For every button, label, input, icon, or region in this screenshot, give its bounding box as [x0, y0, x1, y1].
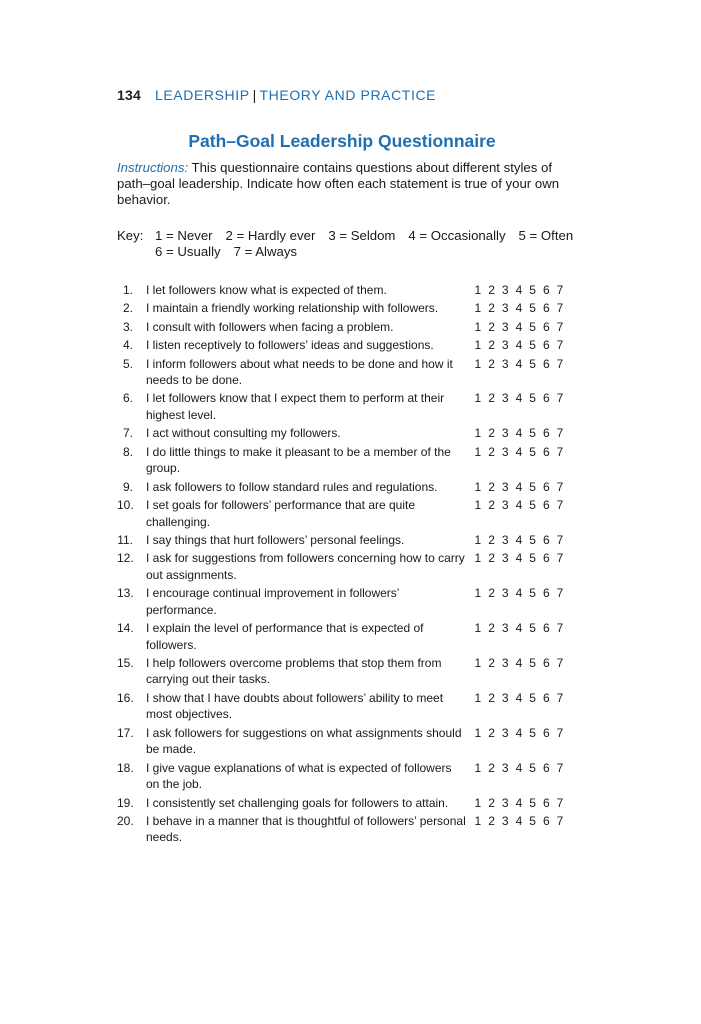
list-item	[117, 585, 572, 618]
instructions	[117, 160, 569, 208]
rating-option[interactable]: 2	[488, 498, 495, 513]
rating-option[interactable]: 4	[515, 338, 523, 353]
rating-option[interactable]: 5	[529, 532, 536, 547]
rating-option[interactable]: 3	[501, 813, 509, 828]
list-item	[117, 760, 572, 793]
rating-scale	[471, 390, 567, 423]
rating-option[interactable]: 5	[529, 813, 536, 828]
rating-option[interactable]: 1	[474, 551, 482, 566]
rating-scale	[471, 356, 567, 389]
rating-option[interactable]: 4	[515, 655, 523, 670]
rating-option[interactable]: 3	[501, 551, 509, 566]
rating-option[interactable]: 3	[501, 479, 509, 494]
rating-option[interactable]: 3	[501, 391, 509, 406]
rating-option[interactable]: 2	[488, 426, 495, 441]
rating-option[interactable]: 4	[515, 621, 523, 636]
rating-option[interactable]: 3	[501, 655, 509, 670]
list-item	[117, 390, 572, 423]
rating-option[interactable]: 4	[515, 813, 523, 828]
rating-option[interactable]: 3	[501, 498, 509, 513]
item-number: 12.	[117, 551, 134, 566]
item-statement: I do little things to make it pleasant to be a member of the group.	[146, 444, 451, 476]
item-number: 16.	[117, 690, 134, 705]
rating-option[interactable]: 6	[542, 760, 550, 775]
rating-option[interactable]: 1	[474, 725, 482, 740]
rating-option[interactable]: 2	[488, 444, 495, 459]
rating-scale	[471, 813, 567, 846]
rating-option[interactable]: 5	[529, 391, 536, 406]
rating-option[interactable]: 6	[542, 391, 550, 406]
rating-option[interactable]: 1	[474, 319, 482, 334]
item-statement: I act without consulting my followers.	[146, 426, 341, 441]
rating-option[interactable]: 6	[542, 551, 550, 566]
item-number: 18.	[117, 760, 134, 775]
book-title: LEADERSHIP	[154, 87, 250, 103]
item-number: 15.	[117, 655, 134, 670]
rating-option[interactable]: 5	[529, 444, 536, 459]
rating-option[interactable]: 1	[474, 621, 482, 636]
rating-option[interactable]: 5	[529, 301, 536, 316]
rating-option[interactable]: 5	[529, 338, 536, 353]
rating-scale	[471, 532, 567, 549]
item-number: 19.	[117, 795, 134, 810]
item-statement: I maintain a friendly working relationship with followers.	[146, 301, 439, 316]
item-statement: I say things that hurt followers’ personal feelings.	[146, 532, 405, 547]
item-statement: I ask followers for suggestions on what assignments should be made.	[146, 725, 462, 757]
rating-option[interactable]: 3	[501, 795, 509, 810]
rating-option[interactable]: 6	[542, 283, 550, 297]
rating-option[interactable]: 6	[542, 725, 550, 740]
rating-option[interactable]: 5	[529, 551, 536, 566]
rating-option[interactable]: 4	[515, 795, 523, 810]
rating-option[interactable]: 2	[488, 621, 495, 636]
key-item: 1 = Never	[155, 228, 213, 243]
rating-option[interactable]: 7	[556, 725, 564, 740]
item-statement: I help followers overcome problems that stop them from carrying out their tasks.	[146, 655, 442, 687]
rating-option[interactable]: 1	[474, 391, 482, 406]
rating-option[interactable]: 7	[556, 586, 564, 601]
rating-option[interactable]: 5	[529, 760, 536, 775]
rating-option[interactable]: 3	[501, 690, 509, 705]
rating-option[interactable]: 6	[542, 444, 550, 459]
rating-option[interactable]: 2	[488, 655, 495, 670]
item-number: 7.	[122, 426, 133, 441]
item-statement: I show that I have doubts about followers’ ability to meet most objectives.	[146, 690, 444, 722]
rating-option[interactable]: 5	[529, 795, 536, 810]
rating-option[interactable]: 7	[556, 301, 564, 316]
item-number: 11.	[117, 532, 133, 547]
rating-option[interactable]: 7	[556, 621, 564, 636]
rating-option[interactable]: 4	[515, 725, 523, 740]
rating-scale	[471, 282, 567, 299]
rating-option[interactable]: 7	[556, 444, 564, 459]
rating-option[interactable]: 5	[529, 426, 536, 441]
rating-option[interactable]: 6	[542, 655, 550, 670]
rating-scale	[471, 425, 567, 442]
rating-option[interactable]: 4	[515, 319, 523, 334]
rating-option[interactable]: 5	[529, 283, 536, 297]
rating-option[interactable]: 6	[542, 426, 550, 441]
rating-option[interactable]: 4	[515, 690, 523, 705]
rating-option[interactable]: 4	[515, 391, 523, 406]
item-number: 8.	[122, 444, 133, 459]
rating-option[interactable]: 1	[474, 426, 482, 441]
rating-option[interactable]: 3	[501, 301, 509, 316]
rating-option[interactable]: 3	[501, 532, 509, 547]
rating-option[interactable]: 5	[529, 725, 536, 740]
rating-scale	[471, 300, 567, 317]
item-statement: I set goals for followers’ performance that are quite challenging.	[146, 498, 416, 529]
list-item	[117, 690, 572, 723]
page-title: Path–Goal Leadership Questionnaire	[188, 131, 496, 151]
list-item	[117, 479, 572, 496]
list-item	[117, 300, 572, 317]
rating-option[interactable]: 1	[474, 690, 482, 705]
rating-option[interactable]: 7	[556, 760, 564, 775]
rating-option[interactable]: 7	[556, 655, 564, 670]
rating-option[interactable]: 3	[501, 356, 509, 371]
key-row-1	[117, 228, 572, 244]
rating-scale	[471, 655, 567, 688]
rating-scale	[471, 337, 567, 354]
item-number: 6.	[122, 391, 133, 406]
rating-option[interactable]: 4	[515, 283, 523, 297]
item-number: 17.	[117, 725, 134, 740]
rating-option[interactable]: 4	[515, 356, 523, 371]
rating-option[interactable]: 4	[515, 301, 523, 316]
item-statement: I behave in a manner that is thoughtful of followers’ personal needs.	[146, 813, 466, 845]
rating-option[interactable]: 3	[501, 338, 509, 353]
rating-option[interactable]: 7	[556, 795, 564, 810]
rating-option[interactable]: 2	[488, 690, 495, 705]
rating-option[interactable]: 7	[556, 391, 564, 406]
rating-option[interactable]: 7	[556, 356, 564, 371]
rating-option[interactable]: 5	[529, 319, 536, 334]
rating-option[interactable]: 6	[542, 356, 550, 371]
item-statement: I give vague explanations of what is expected of followers on the job.	[146, 760, 452, 792]
list-item	[117, 319, 572, 336]
item-number: 10.	[117, 498, 134, 513]
list-item	[117, 655, 572, 688]
rating-option[interactable]: 1	[474, 795, 482, 810]
list-item	[117, 813, 572, 846]
rating-option[interactable]: 1	[474, 338, 482, 353]
list-item	[117, 444, 572, 477]
rating-option[interactable]: 6	[542, 498, 550, 513]
rating-option[interactable]: 7	[556, 319, 564, 334]
item-number: 20.	[117, 813, 134, 828]
rating-option[interactable]: 6	[542, 319, 550, 334]
rating-option[interactable]: 7	[556, 532, 564, 547]
page-number: 134	[117, 87, 141, 103]
rating-option[interactable]: 5	[529, 356, 536, 371]
key-item: 5 = Often	[518, 228, 574, 243]
item-number: 9.	[122, 479, 133, 494]
rating-option[interactable]: 2	[488, 551, 495, 566]
item-statement: I explain the level of performance that is expected of followers.	[146, 621, 424, 652]
rating-scale	[471, 479, 567, 496]
rating-option[interactable]: 1	[474, 283, 482, 297]
item-number: 14.	[117, 621, 134, 636]
item-number: 2.	[122, 301, 133, 316]
rating-option[interactable]: 1	[474, 498, 482, 513]
item-number: 1.	[122, 283, 133, 297]
rating-option[interactable]: 2	[488, 391, 495, 406]
list-item	[117, 425, 572, 442]
rating-option[interactable]: 7	[556, 426, 564, 441]
rating-option[interactable]: 5	[529, 498, 536, 513]
rating-option[interactable]: 5	[529, 621, 536, 636]
key-item: 2 = Hardly ever	[225, 228, 316, 243]
item-statement: I consult with followers when facing a problem.	[146, 319, 394, 334]
item-statement: I encourage continual improvement in followers’ performance.	[146, 586, 400, 617]
rating-option[interactable]: 3	[501, 283, 509, 297]
rating-option[interactable]: 1	[474, 813, 482, 828]
rating-option[interactable]: 2	[488, 813, 495, 828]
rating-scale	[471, 319, 567, 336]
rating-option[interactable]: 2	[488, 356, 495, 371]
rating-option[interactable]: 2	[488, 301, 495, 316]
item-statement: I ask for suggestions from followers concerning how to carry out assignments.	[146, 551, 465, 582]
list-item	[117, 337, 572, 354]
rating-scale	[471, 690, 567, 723]
questionnaire-items	[117, 282, 572, 848]
rating-option[interactable]: 2	[488, 725, 495, 740]
item-statement: I let followers know that I expect them to perform at their highest level.	[146, 391, 445, 422]
rating-option[interactable]: 6	[542, 795, 550, 810]
list-item	[117, 282, 572, 299]
list-item	[117, 725, 572, 758]
rating-option[interactable]: 1	[474, 301, 482, 316]
rating-option[interactable]: 7	[556, 813, 564, 828]
rating-option[interactable]: 3	[501, 621, 509, 636]
item-number: 5.	[122, 356, 133, 371]
rating-option[interactable]: 2	[488, 760, 495, 775]
rating-option[interactable]: 5	[529, 655, 536, 670]
key-item: 6 = Usually	[155, 244, 221, 259]
instructions-label: Instructions:	[117, 160, 189, 175]
rating-option[interactable]: 2	[488, 479, 495, 494]
rating-scale	[471, 760, 567, 793]
rating-option[interactable]: 3	[501, 426, 509, 441]
book-subtitle: THEORY AND PRACTICE	[259, 87, 437, 103]
rating-option[interactable]: 4	[515, 551, 523, 566]
list-item	[117, 795, 572, 812]
rating-option[interactable]: 4	[515, 444, 523, 459]
running-head	[117, 87, 436, 103]
key-items	[155, 228, 573, 244]
rating-option[interactable]: 2	[488, 338, 495, 353]
rating-option[interactable]: 6	[542, 479, 550, 494]
key-item: 7 = Always	[233, 244, 298, 259]
rating-option[interactable]: 1	[474, 532, 482, 547]
rating-option[interactable]: 4	[515, 760, 523, 775]
rating-scale	[471, 444, 567, 477]
rating-option[interactable]: 1	[474, 479, 482, 494]
key-row-2	[117, 244, 572, 260]
rating-option[interactable]: 6	[542, 532, 550, 547]
item-statement: I consistently set challenging goals for followers to attain.	[146, 795, 449, 810]
rating-key	[117, 228, 572, 260]
rating-option[interactable]: 7	[556, 479, 564, 494]
rating-option[interactable]: 4	[515, 586, 523, 601]
rating-scale	[471, 497, 567, 530]
instructions-text: This questionnaire contains questions about different styles of path–goal leadership. Indicate how often each statement is true of your own behavior.	[117, 160, 560, 207]
rating-option[interactable]: 7	[556, 338, 564, 353]
item-number: 4.	[122, 338, 133, 353]
rating-scale	[471, 725, 567, 758]
key-label: Key:	[117, 228, 144, 243]
list-item	[117, 497, 572, 530]
rating-option[interactable]: 2	[488, 283, 495, 297]
rating-option[interactable]: 6	[542, 621, 550, 636]
rating-scale	[471, 620, 567, 653]
rating-option[interactable]: 6	[542, 338, 550, 353]
rating-option[interactable]: 2	[488, 532, 495, 547]
rating-option[interactable]: 5	[529, 690, 536, 705]
rating-option[interactable]: 7	[556, 283, 564, 297]
key-item: 3 = Seldom	[328, 228, 396, 243]
rating-option[interactable]: 3	[501, 319, 509, 334]
list-item	[117, 550, 572, 583]
rating-option[interactable]: 7	[556, 551, 564, 566]
rating-scale	[471, 550, 567, 583]
rating-option[interactable]: 2	[488, 319, 495, 334]
rating-option[interactable]: 1	[474, 760, 482, 775]
rating-option[interactable]: 6	[542, 690, 550, 705]
rating-option[interactable]: 3	[501, 725, 509, 740]
list-item	[117, 356, 572, 389]
rating-option[interactable]: 7	[556, 690, 564, 705]
rating-option[interactable]: 1	[474, 655, 482, 670]
rating-option[interactable]: 3	[501, 586, 509, 601]
rating-option[interactable]: 2	[488, 795, 495, 810]
rating-scale	[471, 585, 567, 618]
rating-option[interactable]: 7	[556, 498, 564, 513]
rating-option[interactable]: 2	[488, 586, 495, 601]
rating-option[interactable]: 3	[501, 444, 509, 459]
rating-option[interactable]: 5	[529, 479, 536, 494]
item-statement: I let followers know what is expected of them.	[146, 283, 387, 297]
key-item: 4 = Occasionally	[408, 228, 506, 243]
rating-option[interactable]: 4	[515, 426, 523, 441]
rating-option[interactable]: 1	[474, 444, 482, 459]
rating-option[interactable]: 5	[529, 586, 536, 601]
title-separator: |	[252, 87, 257, 103]
rating-option[interactable]: 1	[474, 586, 482, 601]
rating-option[interactable]: 4	[515, 532, 523, 547]
item-statement: I ask followers to follow standard rules and regulations.	[146, 479, 438, 494]
rating-option[interactable]: 4	[515, 479, 523, 494]
rating-option[interactable]: 4	[515, 498, 523, 513]
item-number: 3.	[122, 319, 133, 334]
list-item	[117, 532, 572, 549]
rating-option[interactable]: 6	[542, 586, 550, 601]
item-statement: I inform followers about what needs to be done and how it needs to be done.	[146, 356, 453, 388]
rating-option[interactable]: 6	[542, 301, 550, 316]
rating-option[interactable]: 6	[542, 813, 550, 828]
item-number: 13.	[117, 586, 134, 601]
item-statement: I listen receptively to followers’ ideas and suggestions.	[146, 338, 434, 353]
list-item	[117, 620, 572, 653]
rating-option[interactable]: 3	[501, 760, 509, 775]
rating-scale	[471, 795, 567, 812]
rating-option[interactable]: 1	[474, 356, 482, 371]
